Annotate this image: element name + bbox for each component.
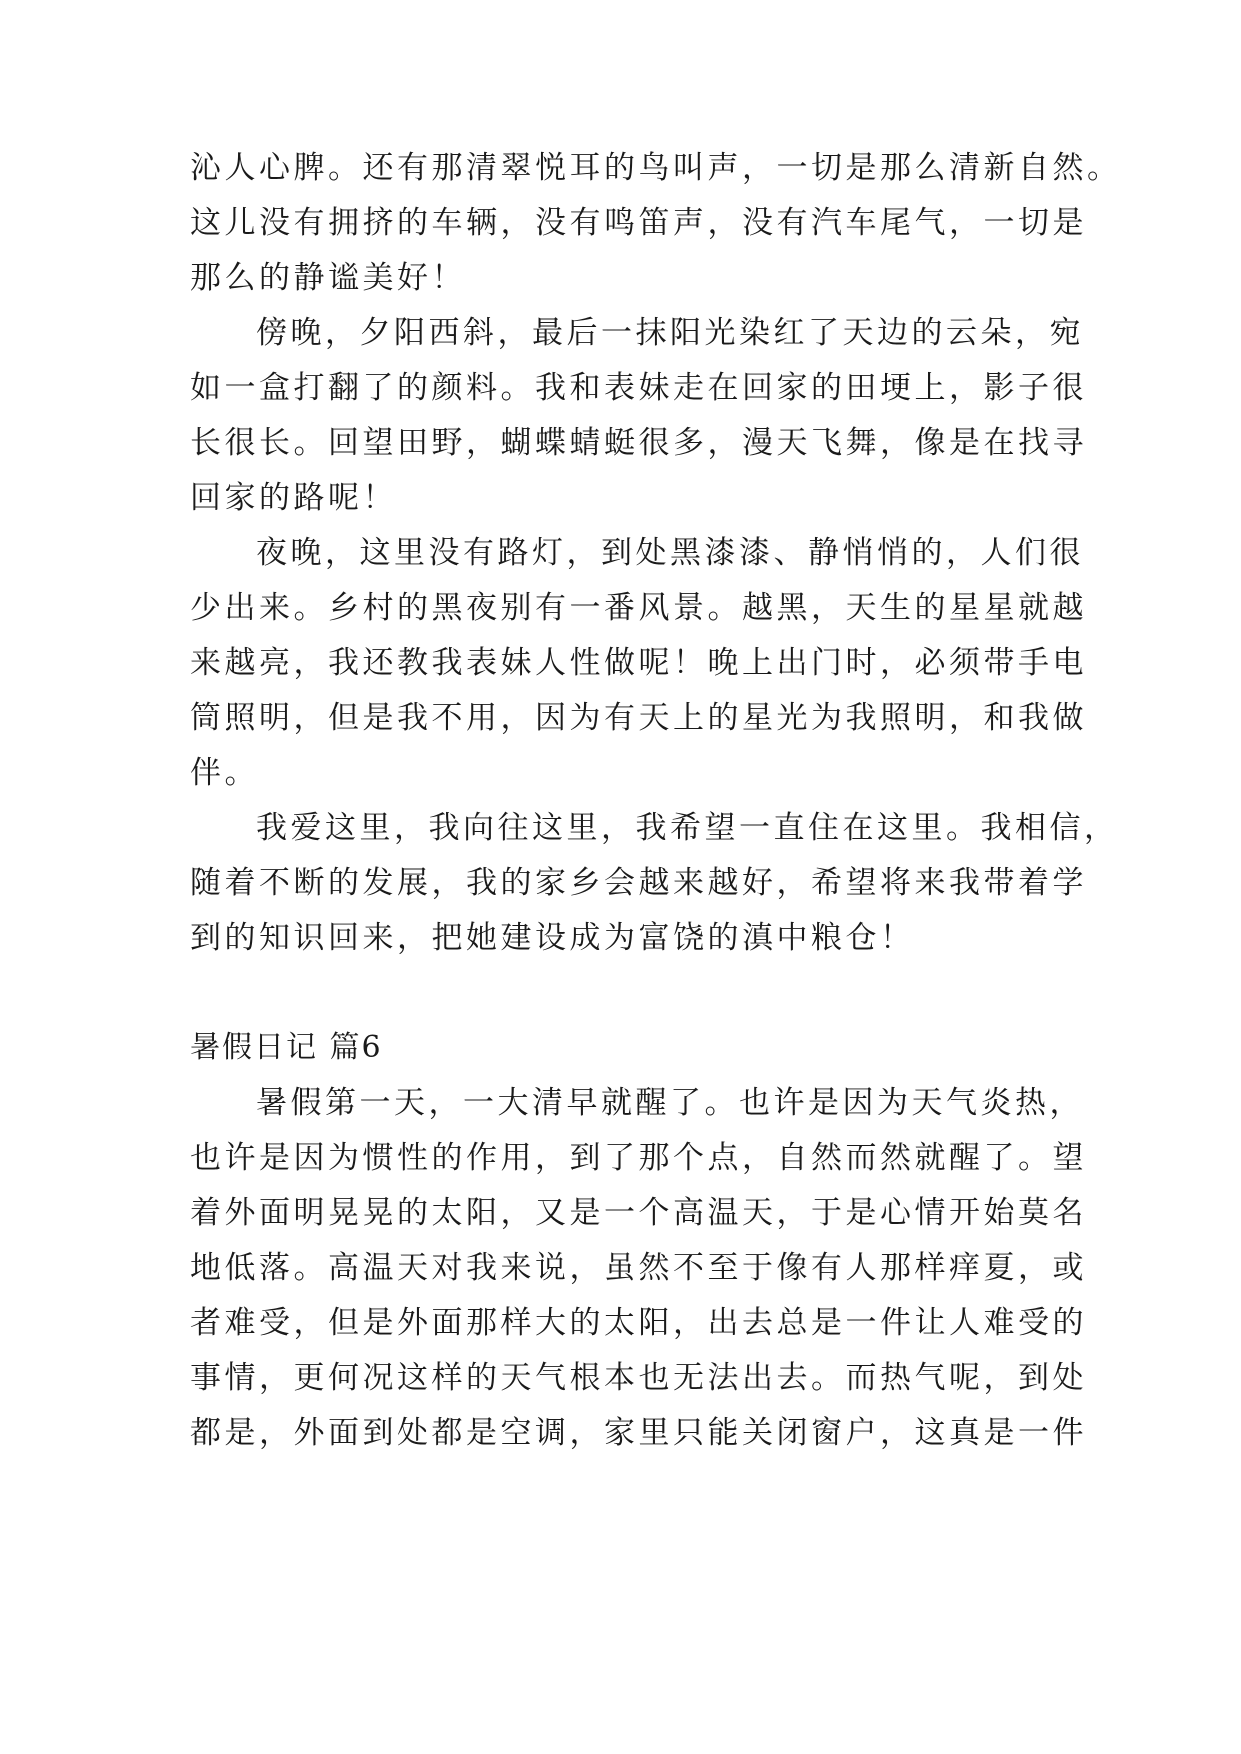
section-heading: 暑假日记 篇6 <box>190 1030 383 1065</box>
text-line: 长很长。回望田野，蝴蝶蜻蜓很多，漫天飞舞，像是在找寻 <box>190 425 1087 461</box>
text-line: 都是，外面到处都是空调，家里只能关闭窗户，这真是一件 <box>190 1415 1087 1451</box>
text-line: 到的知识回来，把她建设成为富饶的滇中粮仓！ <box>190 920 915 956</box>
text-line: 傍晚，夕阳西斜，最后一抹阳光染红了天边的云朵，宛 <box>256 315 1084 351</box>
text-line: 我爱这里，我向往这里，我希望一直住在这里。我相信， <box>256 810 1119 846</box>
text-line: 少出来。乡村的黑夜别有一番风景。越黑，天生的星星就越 <box>190 590 1087 626</box>
text-line: 地低落。高温天对我来说，虽然不至于像有人那样痒夏，或 <box>190 1250 1087 1286</box>
text-line: 这儿没有拥挤的车辆，没有鸣笛声，没有汽车尾气，一切是 <box>190 205 1087 241</box>
text-line: 伴。 <box>190 755 259 791</box>
text-line: 筒照明，但是我不用，因为有天上的星光为我照明，和我做 <box>190 700 1087 736</box>
text-line: 随着不断的发展，我的家乡会越来越好，希望将来我带着学 <box>190 865 1087 901</box>
text-line: 事情，更何况这样的天气根本也无法出去。而热气呢，到处 <box>190 1360 1087 1396</box>
text-line: 来越亮，我还教我表妹人性做呢！晚上出门时，必须带手电 <box>190 645 1087 681</box>
text-line: 沁人心脾。还有那清翠悦耳的鸟叫声，一切是那么清新自然。 <box>190 150 1122 186</box>
text-line: 也许是因为惯性的作用，到了那个点，自然而然就醒了。望 <box>190 1140 1087 1176</box>
text-line: 者难受，但是外面那样大的太阳，出去总是一件让人难受的 <box>190 1305 1087 1341</box>
text-line: 如一盒打翻了的颜料。我和表妹走在回家的田埂上，影子很 <box>190 370 1087 406</box>
text-line: 那么的静谧美好！ <box>190 260 466 296</box>
text-line: 着外面明晃晃的太阳，又是一个高温天，于是心情开始莫名 <box>190 1195 1087 1231</box>
text-line: 回家的路呢！ <box>190 480 397 516</box>
text-line: 夜晚，这里没有路灯，到处黑漆漆、静悄悄的，人们很 <box>256 535 1084 571</box>
text-line: 暑假第一天，一大清早就醒了。也许是因为天气炎热， <box>256 1085 1084 1121</box>
